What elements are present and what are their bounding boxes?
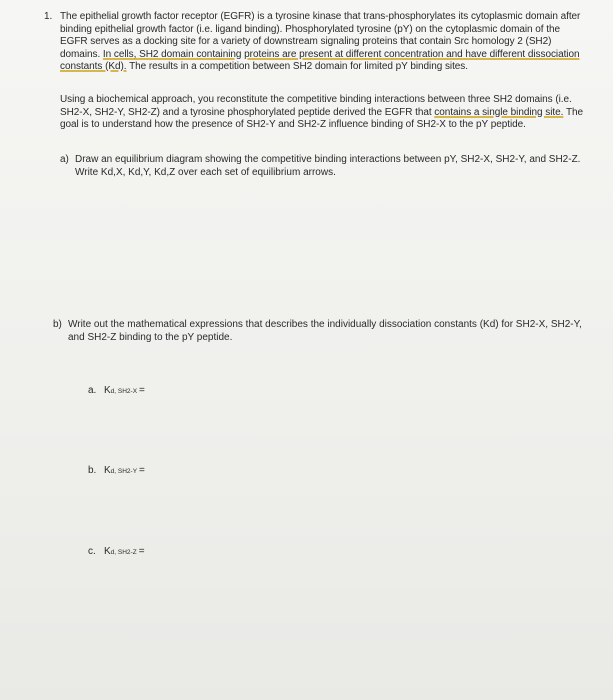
part-b bbox=[53, 319, 593, 344]
intro-highlight: In cells, SH2 domain containing proteins are present at different concentration and have different dissociation constants (Kd). bbox=[60, 48, 580, 73]
kd-subscript: d, SH2-Y bbox=[110, 468, 138, 475]
part-a bbox=[60, 154, 595, 179]
kd-symbol: K bbox=[104, 385, 111, 396]
approach-text-1: Using a biochemical approach, you reconstitute the competitive binding interactions between three SH2 domains (i.e. SH2-X, SH2-Y, SH2-Z) and a tyrosine phosphorylated peptide derived the EGFR that bbox=[60, 94, 572, 118]
subitem-kd-sh2z bbox=[88, 546, 145, 557]
equals-sign: = bbox=[139, 465, 145, 476]
approach-highlight: contains a single binding site. bbox=[434, 106, 564, 118]
kd-subscript: d, SH2-X bbox=[110, 388, 138, 395]
kd-symbol: K bbox=[104, 465, 111, 476]
subitem-label: c. bbox=[88, 546, 96, 557]
subitem-kd-sh2y bbox=[88, 465, 145, 476]
intro-paragraph bbox=[60, 11, 585, 74]
part-a-text: Draw an equilibrium diagram showing the competitive binding interactions between pY, SH2-X, SH2-Y, and SH2-Z. Write Kd,X, Kd,Y, Kd,Z over each set of equilibrium arrows. bbox=[75, 154, 581, 178]
kd-subscript: d, SH2-Z bbox=[110, 549, 137, 556]
subitem-label: a. bbox=[88, 385, 97, 396]
part-b-label: b) bbox=[53, 319, 62, 330]
equals-sign: = bbox=[138, 546, 145, 557]
intro-text-2: The results in a competition between SH2 domain for limited pY binding sites. bbox=[126, 61, 468, 73]
subitem-label: b. bbox=[88, 465, 97, 476]
question-number: 1. bbox=[44, 11, 53, 22]
part-a-label: a) bbox=[60, 154, 69, 165]
intro-text-1: The epithelial growth factor receptor (EGFR) is a tyrosine kinase that trans-phosphorylates its cytoplasmic domain after binding epithelial growth factor (i.e. ligand binding). Phosphorylated tyrosine (pY) on the cytoplasmic domain of the EGFR serves as a docking site for a variety of downstream signaling proteins that contain Src homology 2 (SH2) domains. bbox=[60, 11, 581, 60]
subitem-kd-sh2x bbox=[88, 385, 145, 396]
approach-text-2: The goal is to understand how the presence of SH2-Y and SH2-Z influence binding of SH2-X to the pY peptide. bbox=[60, 106, 584, 131]
part-b-text: Write out the mathematical expressions that describes the individually dissociation constants (Kd) for SH2-X, SH2-Y, and SH2-Z binding to the pY peptide. bbox=[68, 319, 582, 343]
approach-paragraph bbox=[60, 94, 585, 132]
equals-sign: = bbox=[139, 385, 145, 396]
kd-symbol: K bbox=[104, 546, 111, 557]
